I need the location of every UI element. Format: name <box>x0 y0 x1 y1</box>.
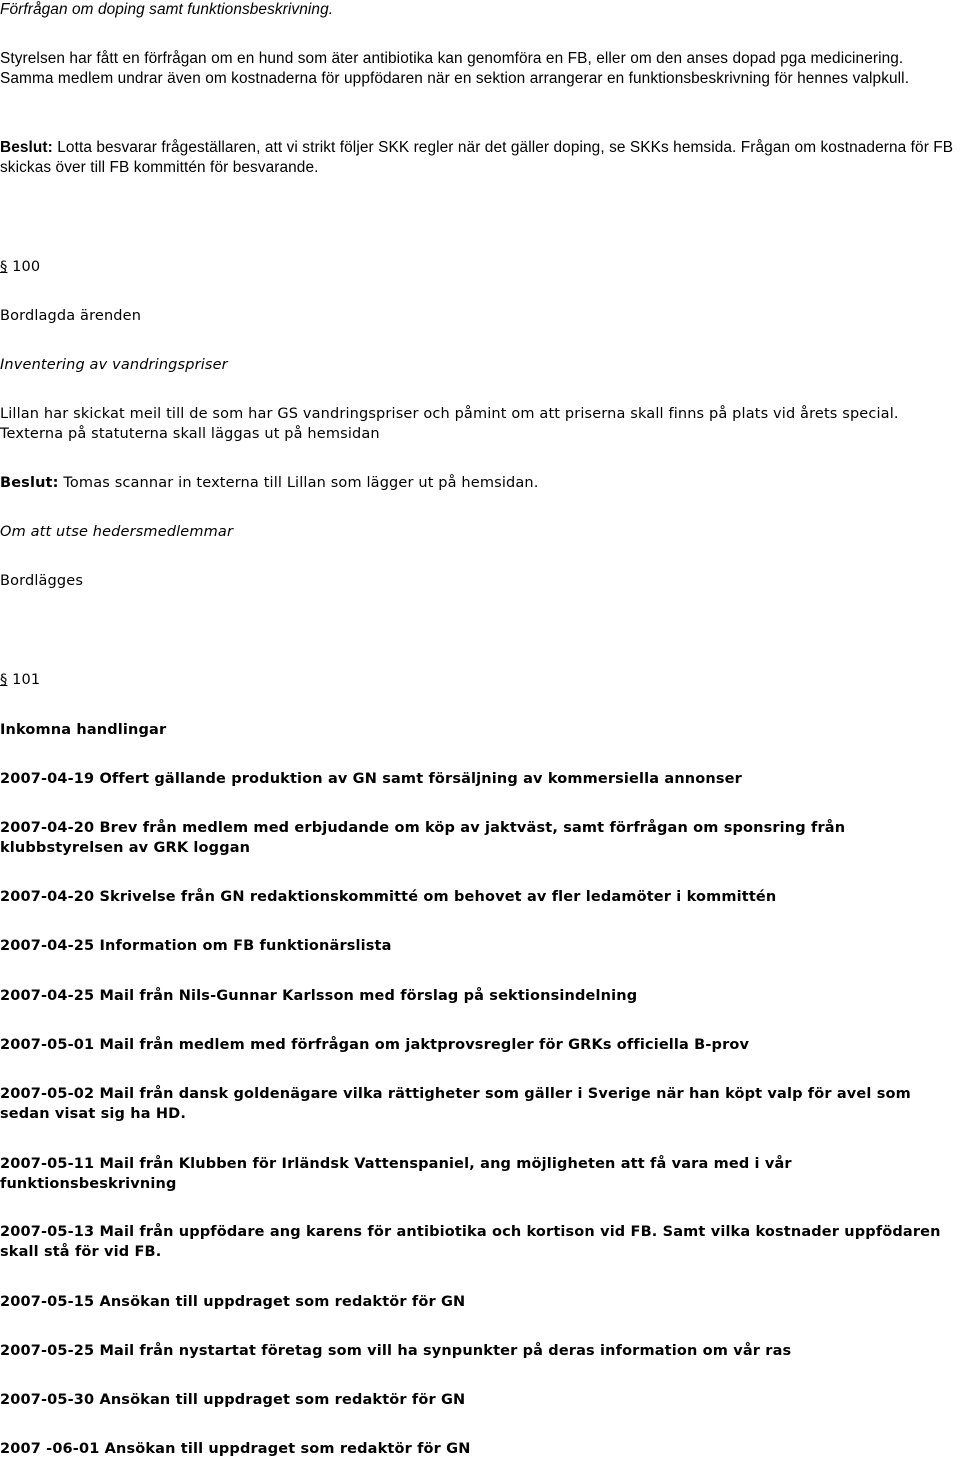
intro-decision <box>0 138 958 178</box>
list-item: 2007-05-25 Mail från nystartat företag som vill ha synpunkter på deras information om vår ras <box>0 1343 792 1359</box>
intro-paragraph: Styrelsen har fått en förfrågan om en hund som äter antibiotika kan genomföra en FB, eller om den anses dopad pga medicinering. Samma medlem undrar även om kostnaderna för uppfödaren när en sektion arrangerar en funktionsbeskrivning för hennes valpkull. <box>0 50 910 87</box>
list-item: 2007 -06-01 Ansökan till uppdraget som redaktör för GN <box>0 1441 471 1457</box>
list-item: 2007-05-13 Mail från uppfödare ang karens för antibiotika och kortison vid FB. Samt vilka kostnader uppfödaren skall stå för vid FB. <box>0 1224 941 1260</box>
section-100-decision <box>0 473 958 493</box>
decision-label: Beslut: <box>0 475 59 491</box>
section-mark: § <box>0 672 8 688</box>
decision-label: Beslut: <box>0 139 53 156</box>
section-number: 100 <box>7 259 41 275</box>
list-item: 2007-04-19 Offert gällande produktion av GN samt försäljning av kommersiella annonser <box>0 771 742 787</box>
section-100-subheading: Inventering av vandringspriser <box>0 357 228 373</box>
list-item: 2007-04-20 Skrivelse från GN redaktionskommitté om behovet av fler ledamöter i kommittén <box>0 889 777 905</box>
list-item: 2007-05-01 Mail från medlem med förfrågan om jaktprovsregler för GRKs officiella B-prov <box>0 1037 750 1053</box>
intro-heading: Förfrågan om doping samt funktionsbeskrivning. <box>0 1 334 18</box>
section-101-heading <box>0 670 958 690</box>
decision-text: Lotta besvarar frågeställaren, att vi strikt följer SKK regler när det gäller doping, se SKKs hemsida. Frågan om kostnaderna för FB skickas över till FB kommittén för besvarande. <box>0 139 954 176</box>
section-100-heading <box>0 257 958 277</box>
list-item: 2007-05-30 Ansökan till uppdraget som redaktör för GN <box>0 1392 466 1408</box>
list-item: 2007-04-25 Information om FB funktionärslista <box>0 938 392 954</box>
list-item: 2007-05-02 Mail från dansk goldenägare vilka rättigheter som gäller i Sverige när han köpt valp för avel som sedan visat sig ha HD. <box>0 1086 911 1122</box>
section-100-title: Bordlagda ärenden <box>0 308 142 324</box>
section-mark: § <box>0 259 8 275</box>
section-number: 101 <box>7 672 41 688</box>
list-item: 2007-05-15 Ansökan till uppdraget som redaktör för GN <box>0 1294 466 1310</box>
list-item: 2007-04-20 Brev från medlem med erbjudande om köp av jaktväst, samt förfrågan om sponsring från klubbstyrelsen av GRK loggan <box>0 820 846 856</box>
decision-text: Tomas scannar in texterna till Lillan som lägger ut på hemsidan. <box>58 475 539 491</box>
section-100-paragraph: Lillan har skickat meil till de som har GS vandringspriser och påmint om att priserna skall finns på plats vid årets special. Texterna på statuterna skall läggas ut på hemsidan <box>0 406 899 442</box>
list-item: 2007-05-11 Mail från Klubben för Irländsk Vattenspaniel, ang möjligheten att få vara med i vår funktionsbeskrivning <box>0 1156 792 1192</box>
section-100-postponed: Bordlägges <box>0 573 84 589</box>
list-item: 2007-04-25 Mail från Nils-Gunnar Karlsson med förslag på sektionsindelning <box>0 988 638 1004</box>
section-101-title: Inkomna handlingar <box>0 722 167 738</box>
section-100-subheading-2: Om att utse hedersmedlemmar <box>0 524 234 540</box>
